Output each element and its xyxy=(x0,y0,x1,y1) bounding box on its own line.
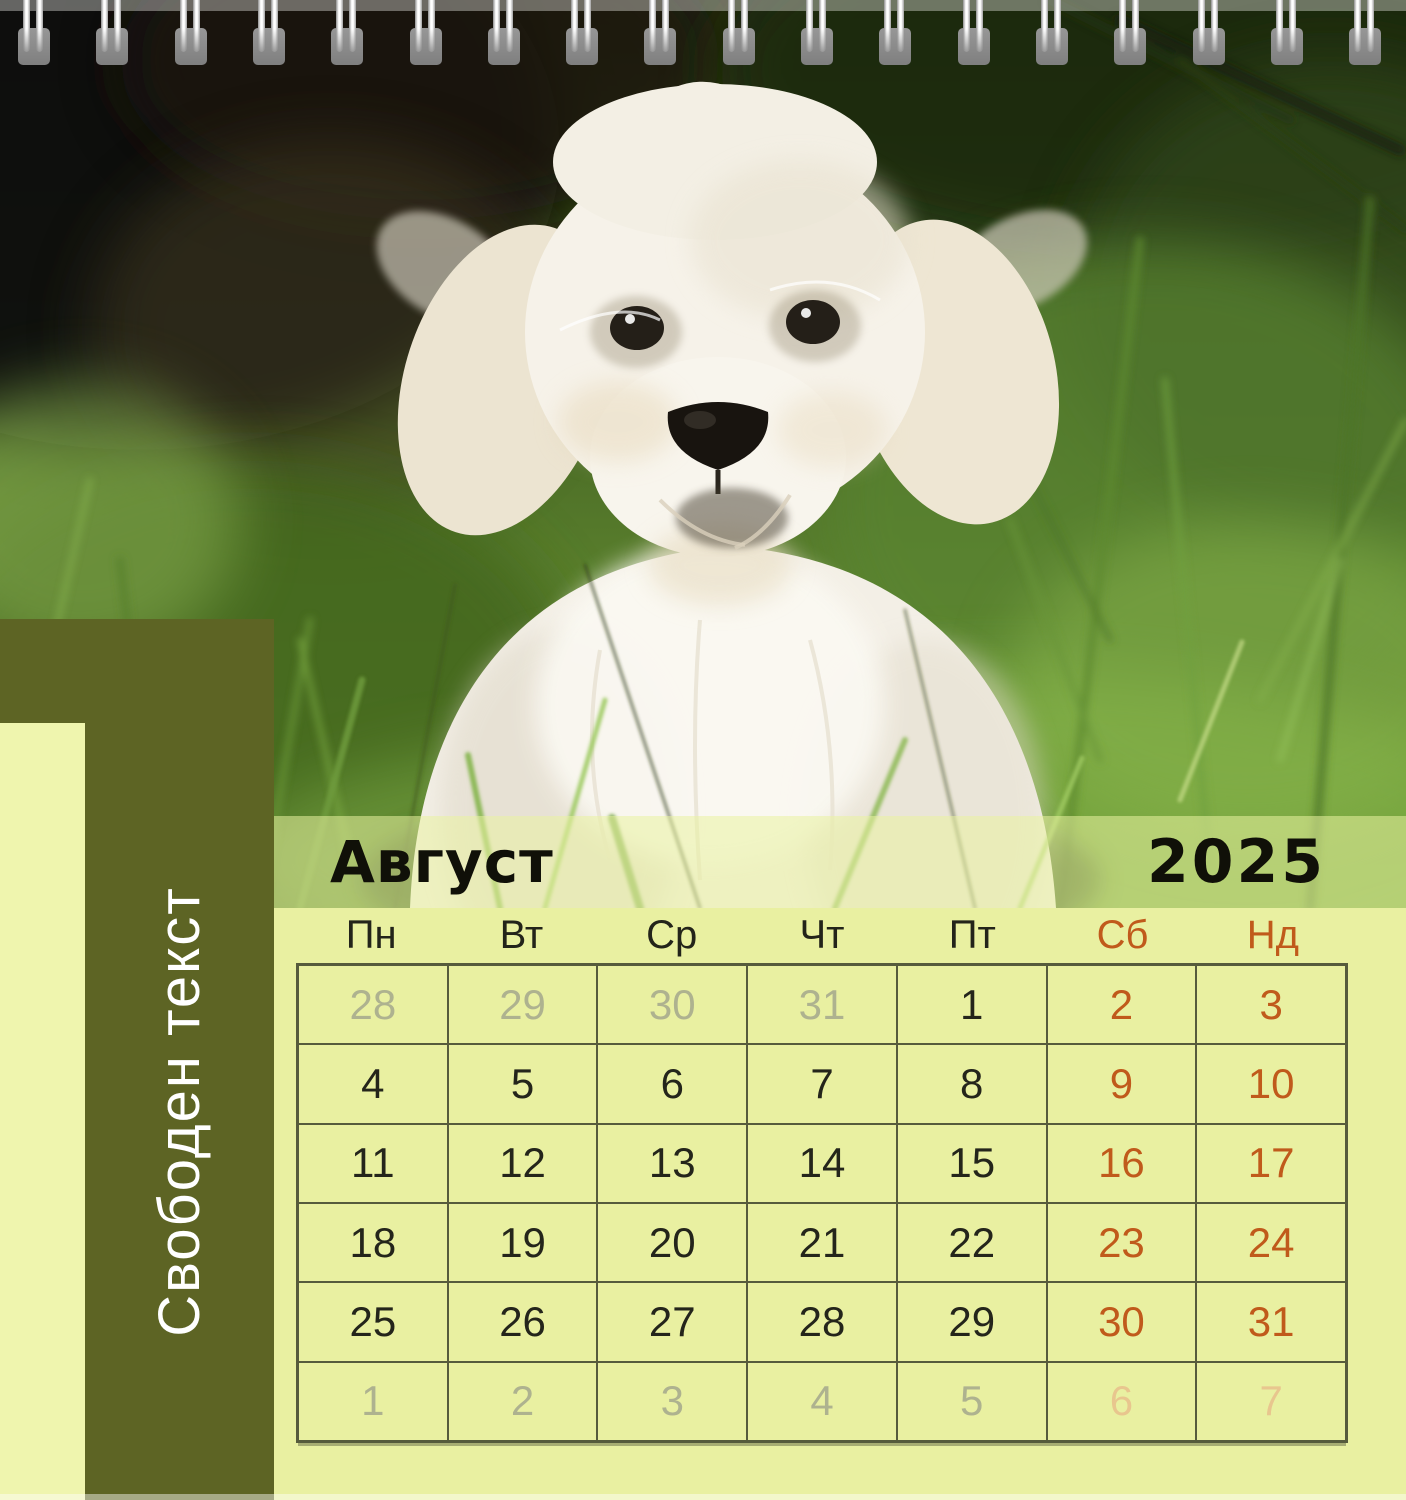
weekday-label-Сб: Сб xyxy=(1096,913,1149,957)
day-cell: 30 xyxy=(597,965,747,1044)
weekday-label-Вт: Вт xyxy=(499,913,544,957)
day-cell: 28 xyxy=(747,1282,897,1361)
day-cell: 5 xyxy=(448,1044,598,1123)
day-cell: 3 xyxy=(597,1362,747,1441)
day-cell: 2 xyxy=(448,1362,598,1441)
side-accent-strip xyxy=(0,723,85,1500)
day-cell: 31 xyxy=(1196,1282,1346,1361)
side-free-text xyxy=(85,723,274,1500)
day-cell: 30 xyxy=(1047,1282,1197,1361)
binding-ring xyxy=(175,0,207,66)
day-cell: 21 xyxy=(747,1203,897,1282)
day-cell: 26 xyxy=(448,1282,598,1361)
binding-ring xyxy=(1193,0,1225,66)
day-cell: 29 xyxy=(897,1282,1047,1361)
binding-wire xyxy=(1354,0,1361,52)
binding-wire xyxy=(428,0,435,52)
day-cell: 17 xyxy=(1196,1124,1346,1203)
weekday-label-Чт: Чт xyxy=(799,913,845,957)
binding-wire xyxy=(806,0,813,52)
day-cell: 19 xyxy=(448,1203,598,1282)
day-cell: 22 xyxy=(897,1203,1047,1282)
binding-wire xyxy=(101,0,108,52)
binding-wire xyxy=(349,0,356,52)
weekday-row xyxy=(296,908,1348,963)
day-cell: 1 xyxy=(298,1362,448,1441)
binding-wire xyxy=(506,0,513,52)
binding-ring xyxy=(96,0,128,66)
day-cell: 24 xyxy=(1196,1203,1346,1282)
binding-ring xyxy=(18,0,50,66)
day-cell: 6 xyxy=(597,1044,747,1123)
binding-wire xyxy=(584,0,591,52)
day-cell: 12 xyxy=(448,1124,598,1203)
binding-wire xyxy=(336,0,343,52)
day-cell: 28 xyxy=(298,965,448,1044)
weekday-label-Ср: Ср xyxy=(646,913,698,957)
binding-wire xyxy=(1054,0,1061,52)
binding-ring xyxy=(644,0,676,66)
binding-ring xyxy=(1349,0,1381,66)
binding-wire xyxy=(23,0,30,52)
binding-wire xyxy=(649,0,656,52)
binding-ring xyxy=(1036,0,1068,66)
weekday-label-Пн: Пн xyxy=(345,913,397,957)
binding-wire xyxy=(114,0,121,52)
binding-wire xyxy=(1367,0,1374,52)
day-cell: 20 xyxy=(597,1203,747,1282)
binding-ring xyxy=(566,0,598,66)
binding-ring xyxy=(879,0,911,66)
binding-wire xyxy=(1211,0,1218,52)
binding-wire xyxy=(741,0,748,52)
day-cell: 15 xyxy=(897,1124,1047,1203)
day-cell: 31 xyxy=(747,965,897,1044)
day-cell: 3 xyxy=(1196,965,1346,1044)
month-band xyxy=(274,816,1406,908)
binding-wire xyxy=(180,0,187,52)
binding-wire xyxy=(819,0,826,52)
binding-ring xyxy=(1271,0,1303,66)
binding-ring xyxy=(253,0,285,66)
binding-wire xyxy=(963,0,970,52)
binding-wire xyxy=(1119,0,1126,52)
day-cell: 29 xyxy=(448,965,598,1044)
calendar-grid xyxy=(296,963,1348,1443)
binding-wire xyxy=(571,0,578,52)
day-cell: 18 xyxy=(298,1203,448,1282)
day-cell: 23 xyxy=(1047,1203,1197,1282)
binding-wire xyxy=(415,0,422,52)
day-cell: 13 xyxy=(597,1124,747,1203)
binding-wire xyxy=(193,0,200,52)
side-free-text-label: Свободен текст xyxy=(147,886,213,1337)
day-cell: 10 xyxy=(1196,1044,1346,1123)
binding-ring xyxy=(410,0,442,66)
binding-wire xyxy=(36,0,43,52)
day-cell: 7 xyxy=(747,1044,897,1123)
day-cell: 16 xyxy=(1047,1124,1197,1203)
day-cell: 14 xyxy=(747,1124,897,1203)
month-title: Август xyxy=(330,828,554,896)
binding-wire xyxy=(728,0,735,52)
binding-wire xyxy=(662,0,669,52)
day-cell: 27 xyxy=(597,1282,747,1361)
weekday-label-Пт: Пт xyxy=(948,913,996,957)
spiral-binding xyxy=(0,0,1406,70)
day-cell: 5 xyxy=(897,1362,1047,1441)
binding-ring xyxy=(331,0,363,66)
day-cell: 1 xyxy=(897,965,1047,1044)
day-cell: 9 xyxy=(1047,1044,1197,1123)
day-cell: 2 xyxy=(1047,965,1197,1044)
binding-wire xyxy=(1041,0,1048,52)
binding-wire xyxy=(1132,0,1139,52)
page-bottom-edge xyxy=(0,1494,1406,1500)
day-cell: 7 xyxy=(1196,1362,1346,1441)
weekday-label-Нд: Нд xyxy=(1246,913,1299,957)
binding-wire xyxy=(271,0,278,52)
binding-ring xyxy=(723,0,755,66)
binding-ring xyxy=(1114,0,1146,66)
day-cell: 6 xyxy=(1047,1362,1197,1441)
year-label: 2025 xyxy=(1147,827,1326,897)
binding-wire xyxy=(1276,0,1283,52)
binding-wire xyxy=(258,0,265,52)
binding-wire xyxy=(897,0,904,52)
binding-wire xyxy=(976,0,983,52)
day-cell: 4 xyxy=(747,1362,897,1441)
binding-wire xyxy=(1198,0,1205,52)
binding-ring xyxy=(958,0,990,66)
binding-wire xyxy=(884,0,891,52)
binding-ring xyxy=(488,0,520,66)
day-cell: 8 xyxy=(897,1044,1047,1123)
binding-ring xyxy=(801,0,833,66)
day-cell: 4 xyxy=(298,1044,448,1123)
binding-wire xyxy=(493,0,500,52)
day-cell: 25 xyxy=(298,1282,448,1361)
day-cell: 11 xyxy=(298,1124,448,1203)
binding-wire xyxy=(1289,0,1296,52)
